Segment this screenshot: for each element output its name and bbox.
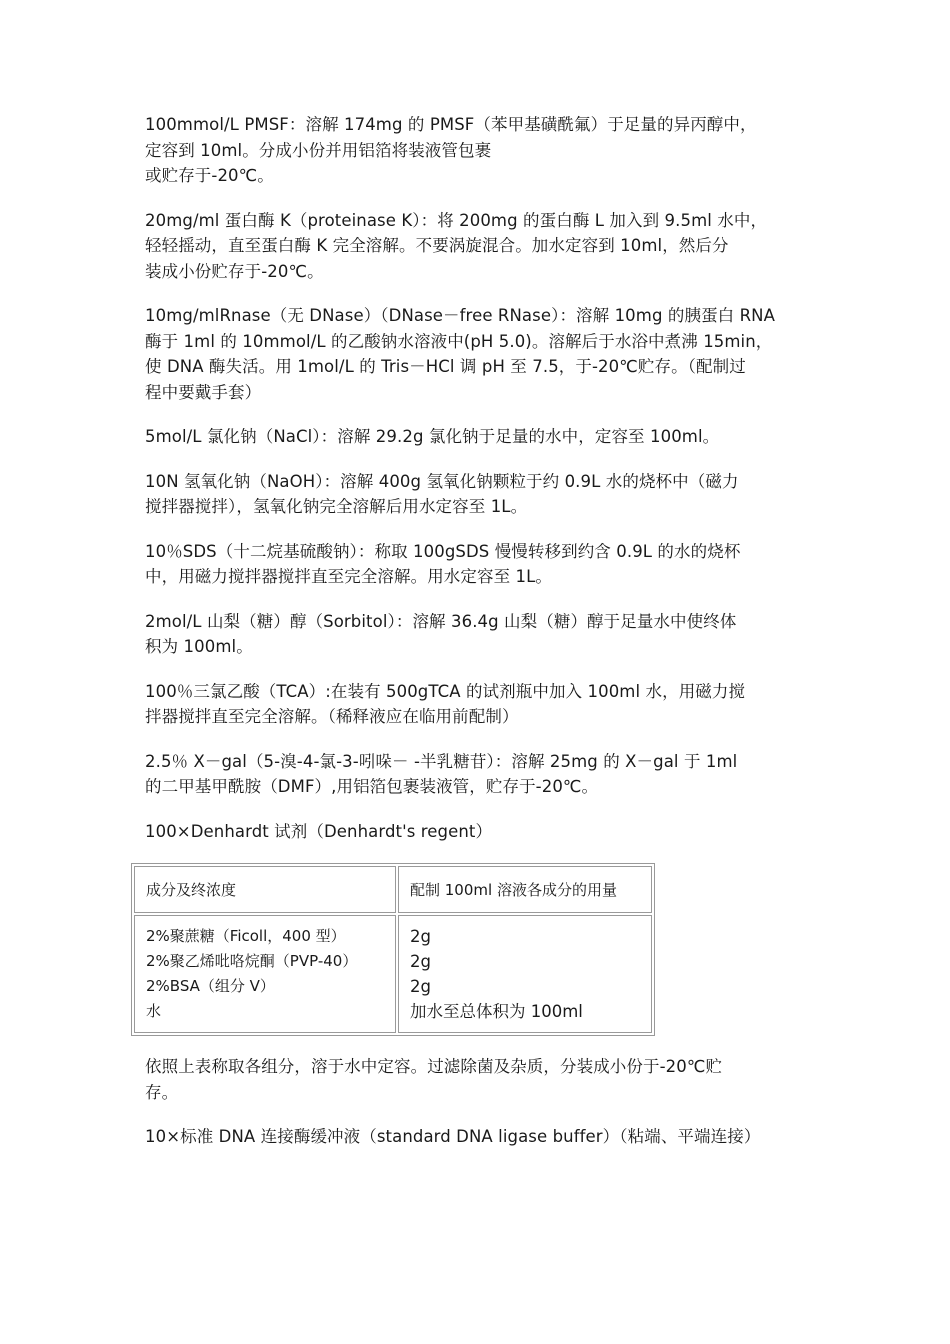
paragraph-line: 10％SDS（十二烷基硫酸钠）：称取 100gSDS 慢慢转移到约含 0.9L 的水的烧杯 (145, 541, 741, 561)
amount-item: 2g (410, 977, 431, 996)
paragraph-line: 中，用磁力搅拌器搅拌直至完全溶解。用水定容至 1L。 (145, 567, 553, 586)
amount-item: 加水至总体积为 100ml (410, 1002, 583, 1021)
paragraph-nacl (145, 424, 810, 450)
paragraph-line: 拌器搅拌直至完全溶解。（稀释液应在临用前配制） (145, 707, 519, 726)
amount-item: 2g (410, 927, 431, 946)
paragraph-line: 轻轻摇动，直至蛋白酶 K 完全溶解。不要涡旋混合。加水定容到 10ml，然后分 (145, 236, 729, 255)
paragraph-line: 积为 100ml。 (145, 637, 253, 656)
component-item: 2%BSA（组分 V） (146, 977, 275, 995)
paragraph-line: 100mmol/L PMSF：溶解 174mg 的 PMSF（苯甲基磺酰氟）于足量的异丙醇中， (145, 115, 757, 134)
paragraph-line: 100％三氯乙酸（TCA）:在装有 500gTCA 的试剂瓶中加入 100ml 水，用磁力搅 (145, 681, 746, 701)
paragraph-line: 10×标准 DNA 连接酶缓冲液（standard DNA ligase buffer）（粘端、平端连接） (145, 1127, 761, 1146)
component-item: 2%聚蔗糖（Ficoll，400 型） (146, 927, 346, 945)
paragraph-xgal (145, 749, 810, 800)
paragraph-line: 的二甲基甲酰胺（DMF）,用铝箔包裹装液管，贮存于-20℃。 (145, 777, 599, 796)
table-header-row (134, 866, 652, 913)
paragraph-sds (145, 539, 810, 590)
paragraph-rnase (145, 303, 810, 405)
paragraph-line: 酶于 1ml 的 10mmol/L 的乙酸钠水溶液中(pH 5.0)。溶解后于水浴中煮沸 15min， (145, 331, 773, 351)
paragraph-line: 20mg/ml 蛋白酶 K（proteinase K）：将 200mg 的蛋白酶 L 加入到 9.5ml 水中， (145, 210, 768, 230)
component-item: 水 (146, 1002, 162, 1020)
amount-item: 2g (410, 952, 431, 971)
paragraph-line: 2mol/L 山梨（糖）醇（Sorbitol）：溶解 36.4g 山梨（糖）醇于足量水中使终体 (145, 611, 737, 631)
paragraph-line: 10N 氢氧化钠（NaOH）：溶解 400g 氢氧化钠颗粒于约 0.9L 水的烧杯中（磁力 (145, 471, 739, 491)
paragraph-group-bottom (145, 1054, 810, 1150)
document-page (145, 112, 810, 1169)
table-row (134, 915, 652, 1033)
paragraph-proteinase-k (145, 208, 810, 285)
paragraph-line: 或贮存于-20℃。 (145, 166, 274, 185)
paragraph-denhardt-title (145, 819, 810, 845)
table-cell-components (134, 915, 396, 1033)
denhardt-table (131, 863, 655, 1036)
paragraph-line: 100×Denhardt 试剂（Denhardt's regent） (145, 821, 493, 841)
paragraph-line: 5mol/L 氯化钠（NaCl）：溶解 29.2g 氯化钠于足量的水中，定容至 100ml。 (145, 427, 720, 446)
paragraph-naoh (145, 469, 810, 520)
table-header-components: 成分及终浓度 (134, 866, 396, 913)
paragraph-line: 10mg/mlRnase（无 DNase）（DNase－free RNase）：溶解 10mg 的胰蛋白 RNA (145, 306, 776, 325)
paragraph-line: 存。 (145, 1082, 179, 1102)
paragraph-line: 2.5％ X－gal（5-溴-4-氯-3-吲哚－ -半乳糖苷）：溶解 25mg 的 X－gal 于 1ml (145, 751, 738, 771)
paragraph-line: 搅拌器搅拌），氢氧化钠完全溶解后用水定容至 1L。 (145, 497, 528, 516)
paragraph-tca (145, 679, 810, 730)
paragraph-pmsf (145, 112, 810, 189)
table-cell-amounts (398, 915, 652, 1033)
table-header-amounts: 配制 100ml 溶液各成分的用量 (398, 866, 652, 913)
paragraph-ligase-buffer (145, 1124, 810, 1150)
paragraph-line: 程中要戴手套） (145, 382, 262, 402)
paragraph-line: 使 DNA 酶失活。用 1mol/L 的 Tris－HCl 调 pH 至 7.5，于-20℃贮存。（配制过 (145, 357, 746, 376)
paragraph-denhardt-note (145, 1054, 810, 1105)
paragraph-line: 依照上表称取各组分，溶于水中定容。过滤除菌及杂质，分装成小份于-20℃贮 (145, 1057, 723, 1076)
paragraph-sorbitol (145, 609, 810, 660)
paragraph-group-top (145, 112, 810, 844)
paragraph-line: 定容到 10ml。分成小份并用铝箔将装液管包裹 (145, 140, 492, 160)
component-item: 2%聚乙烯吡咯烷酮（PVP-40） (146, 952, 358, 970)
paragraph-line: 装成小份贮存于-20℃。 (145, 261, 324, 281)
